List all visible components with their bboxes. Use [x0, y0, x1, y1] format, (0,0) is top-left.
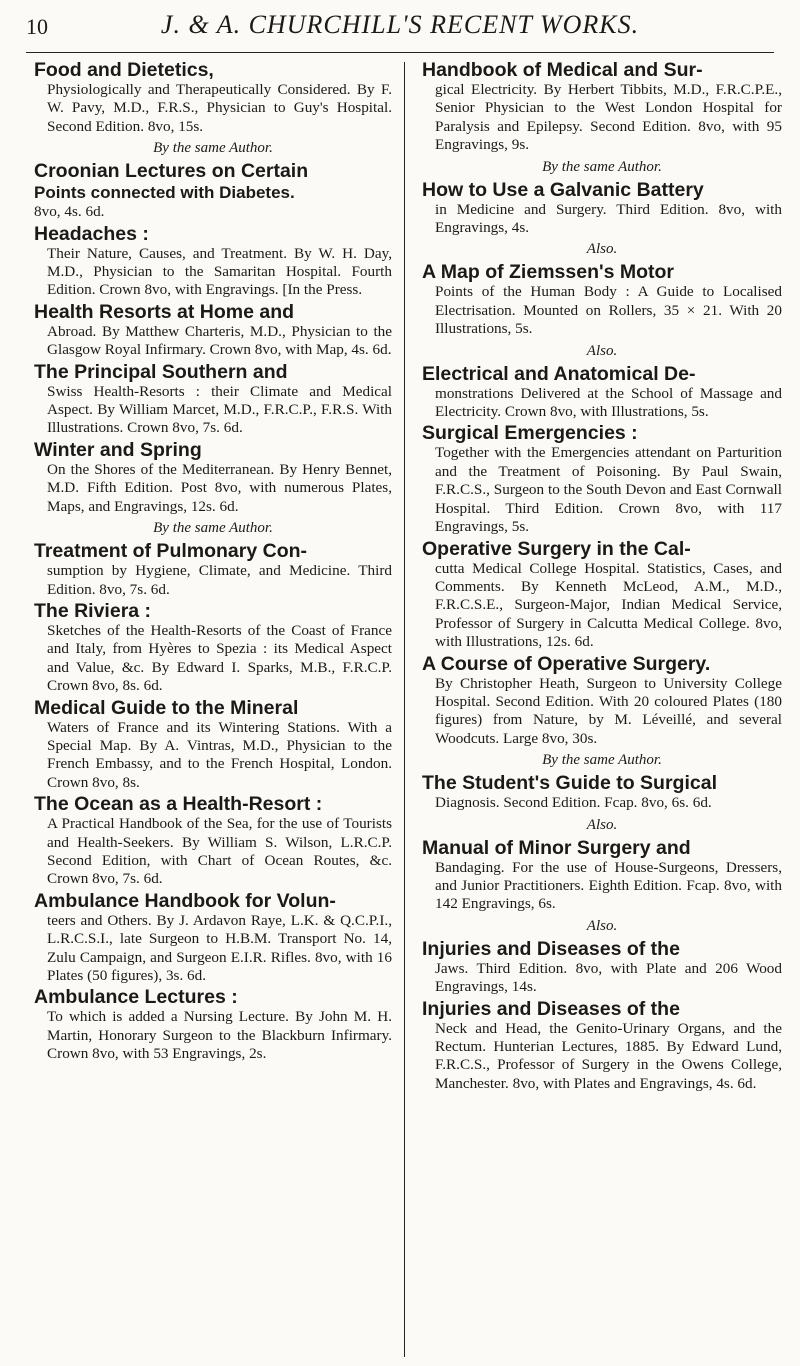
author-note: Also.: [586, 917, 618, 934]
book-entry: [34, 794, 392, 889]
book-entry: [34, 698, 392, 793]
book-description: Abroad. By Matthew Charteris, M.D., Physician to the Glasgow Royal Infirmary. Crown 8vo, with Map, 4s. 6d.: [47, 322, 392, 359]
book-title: Winter and Spring: [34, 438, 202, 461]
book-title: A Course of Operative Surgery.: [422, 652, 711, 675]
book-entry: [34, 161, 392, 221]
book-title: Treatment of Pulmonary Con-: [34, 540, 308, 563]
book-title: A Map of Ziemssen's Motor: [422, 261, 675, 284]
book-description: Neck and Head, the Genito-Urinary Organs, and the Rectum. Hunterian Lectures, 1885. By Edward Lund, F.R.C.S., Professor of Surgery in the Owens College, Manchester. 8vo, with Plates and Engravings, 4s. 6d.: [435, 1019, 782, 1092]
book-entry: [34, 362, 392, 438]
book-entry: [34, 224, 392, 300]
book-title: Health Resorts at Home and: [34, 300, 295, 323]
book-title: Headaches :: [34, 222, 149, 245]
book-entry: [422, 999, 782, 1094]
author-note: By the same Author.: [153, 140, 273, 157]
book-description: Bandaging. For the use of House-Surgeons, Dressers, and Junior Practitioners. Eighth Edition. Fcap. 8vo, with 142 Engravings, 6s.: [435, 858, 782, 913]
book-entry: [34, 541, 392, 599]
book-description: 8vo, 4s. 6d.: [34, 203, 105, 221]
book-entry: [34, 601, 392, 696]
book-title: Operative Surgery in the Cal-: [422, 537, 691, 560]
book-title: How to Use a Galvanic Battery: [422, 178, 704, 201]
book-entry: [422, 262, 782, 338]
book-title: The Principal Southern and: [34, 360, 288, 383]
book-entry: [422, 939, 782, 997]
book-entry: [422, 838, 782, 914]
book-entry: [422, 180, 782, 238]
book-entry: [422, 654, 782, 749]
book-title: The Ocean as a Health-Resort :: [34, 793, 323, 816]
book-entry: [34, 440, 392, 516]
book-description: sumption by Hygiene, Climate, and Medicine. Third Edition. 8vo, 7s. 6d.: [47, 562, 392, 598]
book-title: Manual of Minor Surgery and: [422, 836, 691, 859]
book-title: Injuries and Diseases of the: [422, 937, 680, 960]
book-description: cutta Medical College Hospital. Statistics, Cases, and Comments. By Kenneth McLeod, A.M., M.D., F.R.C.S.E., Surgeon-Major, Indian Medical Service, Professor of Surgery in Calcutta Medical College. 8vo, with Illustrations, 12s. 6d.: [435, 559, 782, 651]
author-note: By the same Author.: [542, 158, 662, 175]
book-description: On the Shores of the Mediterranean. By Henry Bennet, M.D. Fifth Edition. Post 8vo, with numerous Plates, Maps, and Engravings, 12s. 6d.: [47, 460, 392, 515]
book-description: Together with the Emergencies attendant on Parturition and the Treatment of Poisoning. By Paul Swain, F.R.C.S., Surgeon to the South Devon and East Cornwall Hospital. Third Edition. Crown 8vo, with 117 Engravings, 5s.: [435, 444, 782, 536]
right-column: [422, 60, 782, 1095]
running-title: J. & A. CHURCHILL'S RECENT WORKS.: [160, 10, 640, 39]
book-entry: [34, 891, 392, 986]
book-description: monstrations Delivered at the School of Massage and Electricity. Crown 8vo, with Illustrations, 5s.: [435, 384, 782, 421]
book-description: in Medicine and Surgery. Third Edition. 8vo, with Engravings, 4s.: [435, 200, 782, 237]
book-title: Croonian Lectures on Certain: [34, 160, 309, 183]
column-divider: [404, 62, 405, 1357]
book-title: The Student's Guide to Surgical: [422, 772, 717, 795]
book-entry: [34, 987, 392, 1063]
book-title: Surgical Emergencies :: [422, 422, 638, 445]
author-note: Also.: [586, 816, 618, 833]
book-description: A Practical Handbook of the Sea, for the use of Tourists and Health-Seekers. By William S. Wilson, L.R.C.P. Second Edition, with Chart of Ocean Routes, &c. Crown 8vo, 7s. 6d.: [47, 815, 392, 888]
book-entry: [422, 364, 782, 422]
book-title: The Riviera :: [34, 599, 152, 622]
author-note: Also.: [586, 241, 618, 258]
author-note: By the same Author.: [153, 520, 273, 537]
book-title-continued: Points connected with Diabetes.: [34, 183, 295, 203]
book-description: teers and Others. By J. Ardavon Raye, L.K. & Q.C.P.I., L.R.C.S.I., late Surgeon to H.B.M. Transport No. 14, Zulu Campaign, and Surgeon E.I.R. Rifles. 8vo, with 16 Plates (50 figures), 3s. 6d.: [47, 911, 392, 984]
book-description: Sketches of the Health-Resorts of the Coast of France and Italy, from Hyères to Spezia : its Medical Aspect and Value, &c. By Edward I. Sparks, M.B., F.R.C.P. Crown 8vo, 8s. 6d.: [47, 621, 392, 695]
book-entry: [422, 539, 782, 652]
book-title: Electrical and Anatomical De-: [422, 362, 696, 385]
book-title: Ambulance Handbook for Volun-: [34, 889, 336, 912]
book-description: Swiss Health-Resorts : their Climate and Medical Aspect. By William Marcet, M.D., F.R.C.P., F.R.S. With Illustrations. Crown 8vo, 7s. 6d.: [47, 382, 392, 437]
book-description: Points of the Human Body : A Guide to Localised Electrisation. Mounted on Rollers, 35 × 21. With 20 Illustrations, 5s.: [435, 283, 782, 338]
book-title: Medical Guide to the Mineral: [34, 696, 299, 719]
book-title: Food and Dietetics,: [34, 59, 214, 81]
book-entry: [34, 302, 392, 360]
book-title: Handbook of Medical and Sur-: [422, 59, 703, 81]
left-column: [34, 60, 392, 1066]
book-description: Their Nature, Causes, and Treatment. By W. H. Day, M.D., Physician to the Samaritan Hospital. Fourth Edition. Crown 8vo, with Engravings. [In the Press.: [47, 244, 392, 299]
book-entry: [422, 60, 782, 155]
book-description: Physiologically and Therapeutically Considered. By F. W. Pavy, M.D., F.R.S., Physician to Guy's Hospital. Second Edition. 8vo, 15s.: [47, 81, 392, 135]
book-entry: [422, 773, 782, 812]
book-description: By Christopher Heath, Surgeon to University College Hospital. Second Edition. With 20 coloured Plates (180 figures) from Nature, by M. Léveillé, and several Woodcuts. Large 8vo, 30s.: [435, 674, 782, 747]
book-description: gical Electricity. By Herbert Tibbits, M.D., F.R.C.P.E., Senior Physician to the West London Hospital for Paralysis and Epilepsy. Second Edition. 8vo, with 95 Engravings, 9s.: [435, 81, 782, 154]
book-title: Injuries and Diseases of the: [422, 997, 680, 1020]
author-note: By the same Author.: [542, 752, 662, 769]
page-number: 10: [26, 14, 48, 39]
book-description: Waters of France and its Wintering Stations. With a Special Map. By A. Vintras, M.D., Physician to the French Embassy, and to the French Hospital, London. Crown 8vo, 8s.: [47, 718, 392, 791]
author-note: Also.: [586, 342, 618, 359]
book-entry: [422, 423, 782, 536]
page-header: [26, 10, 774, 52]
book-description: Diagnosis. Second Edition. Fcap. 8vo, 6s. 6d.: [435, 794, 712, 812]
book-title: Ambulance Lectures :: [34, 986, 238, 1009]
book-entry: [34, 60, 392, 136]
book-description: Jaws. Third Edition. 8vo, with Plate and 206 Wood Engravings, 14s.: [435, 959, 782, 996]
header-rule: [26, 52, 774, 53]
book-description: To which is added a Nursing Lecture. By John M. H. Martin, Honorary Surgeon to the Blackburn Infirmary. Crown 8vo, with 53 Engravings, 2s.: [47, 1008, 392, 1063]
